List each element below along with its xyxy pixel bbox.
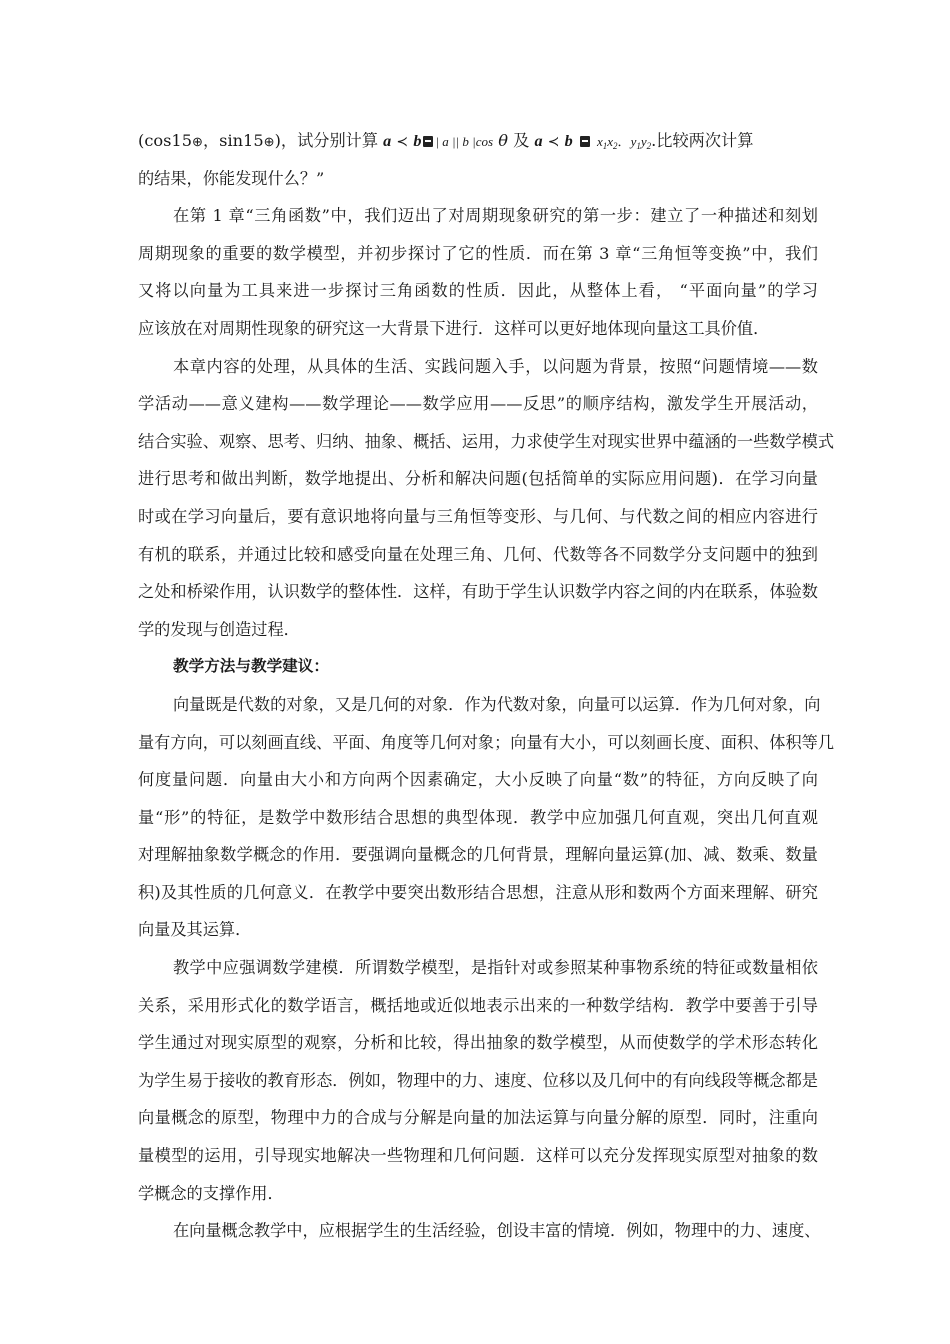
operator-glyph: ≺	[547, 134, 560, 150]
text-line: 结合实验、观察、思考、归纳、抽象、概括、运用，力求使学生对现实世界中蕴涵的一些数学模式	[138, 431, 835, 451]
formula-text: 及	[513, 131, 530, 150]
formula-text: .比较两次计算	[651, 131, 754, 150]
theta-symbol: θ	[498, 131, 508, 150]
text-line: 为学生易于接收的教育形态．例如，物理中的力、速度、位移以及几何中的有向线段等概念都是	[138, 1070, 818, 1090]
degree-glyph: ⊕	[263, 134, 275, 149]
vector-a: a	[534, 132, 543, 150]
text-line: 时或在学习向量后，要有意识地将向量与三角恒等变形、与几何、与代数之间的相应内容进行	[138, 506, 818, 526]
text-line: 进行思考和做出判断，数学地提出、分析和解决问题(包括简单的实际应用问题)．在学习向量	[138, 469, 818, 489]
vector-b: b	[413, 132, 422, 150]
text-line: 学的发现与创造过程．	[138, 619, 300, 639]
degree-glyph: ⊕	[192, 134, 203, 149]
abs-expression: | a || b |cos	[435, 134, 494, 149]
product-x: $x_1x_2$	[596, 134, 618, 151]
text-line: 向量既是代数的对象，又是几何的对象．作为代数对象，向量可以运算．作为几何对象，向	[173, 694, 821, 714]
text-line: 向量及其运算．	[138, 920, 252, 940]
text-line: 对理解抽象数学概念的作用．要强调向量概念的几何背景，理解向量运算(加、减、数乘、数量	[138, 845, 818, 865]
document-page	[138, 122, 835, 1250]
product-y: $y_1y_2$	[630, 134, 652, 151]
text-line: 的结果，你能发现什么？”	[138, 168, 325, 188]
formula-line	[138, 122, 818, 160]
text-line: 关系，采用形式化的数学语言，概括地或近似地表示出来的一种数学结构．教学中要善于引导	[138, 995, 818, 1015]
text-line: 本章内容的处理，从具体的生活、实践问题入手，以问题为背景，按照“问题情境——数	[173, 356, 818, 376]
text-line: 应该放在对周期性现象的研究这一大背景下进行．这样可以更好地体现向量这工具价值．	[138, 318, 770, 338]
text-line: 学生通过对现实原型的观察，分析和比较，得出抽象的数学模型，从而使数学的学术形态转化	[138, 1033, 818, 1053]
formula-text: ．	[617, 134, 631, 149]
text-line: 学活动——意义建构——数学理论——数学应用——反思”的顺序结构，激发学生开展活动，	[138, 394, 818, 414]
formula-text: ，sin15	[202, 131, 264, 150]
text-line: 在第 1 章“三角函数”中，我们迈出了对周期现象研究的第一步：建立了一种描述和刻划	[173, 206, 818, 226]
equals-glyph-icon	[580, 136, 590, 147]
text-line: 周期现象的重要的数学模型，并初步探讨了它的性质．而在第 3 章“三角恒等变换”中，我们	[138, 243, 818, 263]
text-line: 又将以向量为工具来进一步探讨三角函数的性质．因此，从整体上看， “平面向量”的学习	[138, 281, 818, 301]
text-line: 何度量问题．向量由大小和方向两个因素确定，大小反映了向量“数”的特征，方向反映了向	[138, 770, 818, 790]
operator-glyph: ≺	[396, 134, 409, 150]
text-line: 有机的联系，并通过比较和感受向量在处理三角、几何、代数等各不同数学分支问题中的独到	[138, 544, 818, 564]
vector-a: a	[383, 132, 392, 150]
text-line: 学概念的支撑作用．	[138, 1183, 284, 1203]
text-line: 量模型的运用，引导现实地解决一些物理和几何问题．这样可以充分发挥现实原型对抽象的数	[138, 1146, 818, 1166]
text-line: 之处和桥梁作用，认识数学的整体性．这样，有助于学生认识数学内容之间的内在联系，体验数	[138, 582, 818, 602]
formula-text: (cos15	[138, 131, 193, 150]
text-line: 在向量概念教学中，应根据学生的生活经验，创设丰富的情境．例如，物理中的力、速度、	[173, 1221, 821, 1241]
text-line: 教学中应强调数学建模．所谓数学模型，是指针对或参照某种事物系统的特征或数量相依	[173, 958, 818, 978]
equals-glyph-icon	[423, 136, 433, 147]
text-line: 向量概念的原型，物理中力的合成与分解是向量的加法运算与向量分解的原型．同时，注重向	[138, 1108, 818, 1128]
text-line: 量“形”的特征，是数学中数形结合思想的典型体现．教学中应加强几何直观，突出几何直观	[138, 807, 818, 827]
text-line: 量有方向，可以刻画直线、平面、角度等几何对象；向量有大小，可以刻画长度、面积、体积等几	[138, 732, 835, 752]
vector-b: b	[564, 132, 573, 150]
formula-text: )，试分别计算	[274, 131, 379, 150]
text-line: 积)及其性质的几何意义．在教学中要突出数形结合思想，注意从形和数两个方面来理解、研究	[138, 882, 818, 902]
section-heading: 教学方法与教学建议：	[173, 657, 329, 676]
